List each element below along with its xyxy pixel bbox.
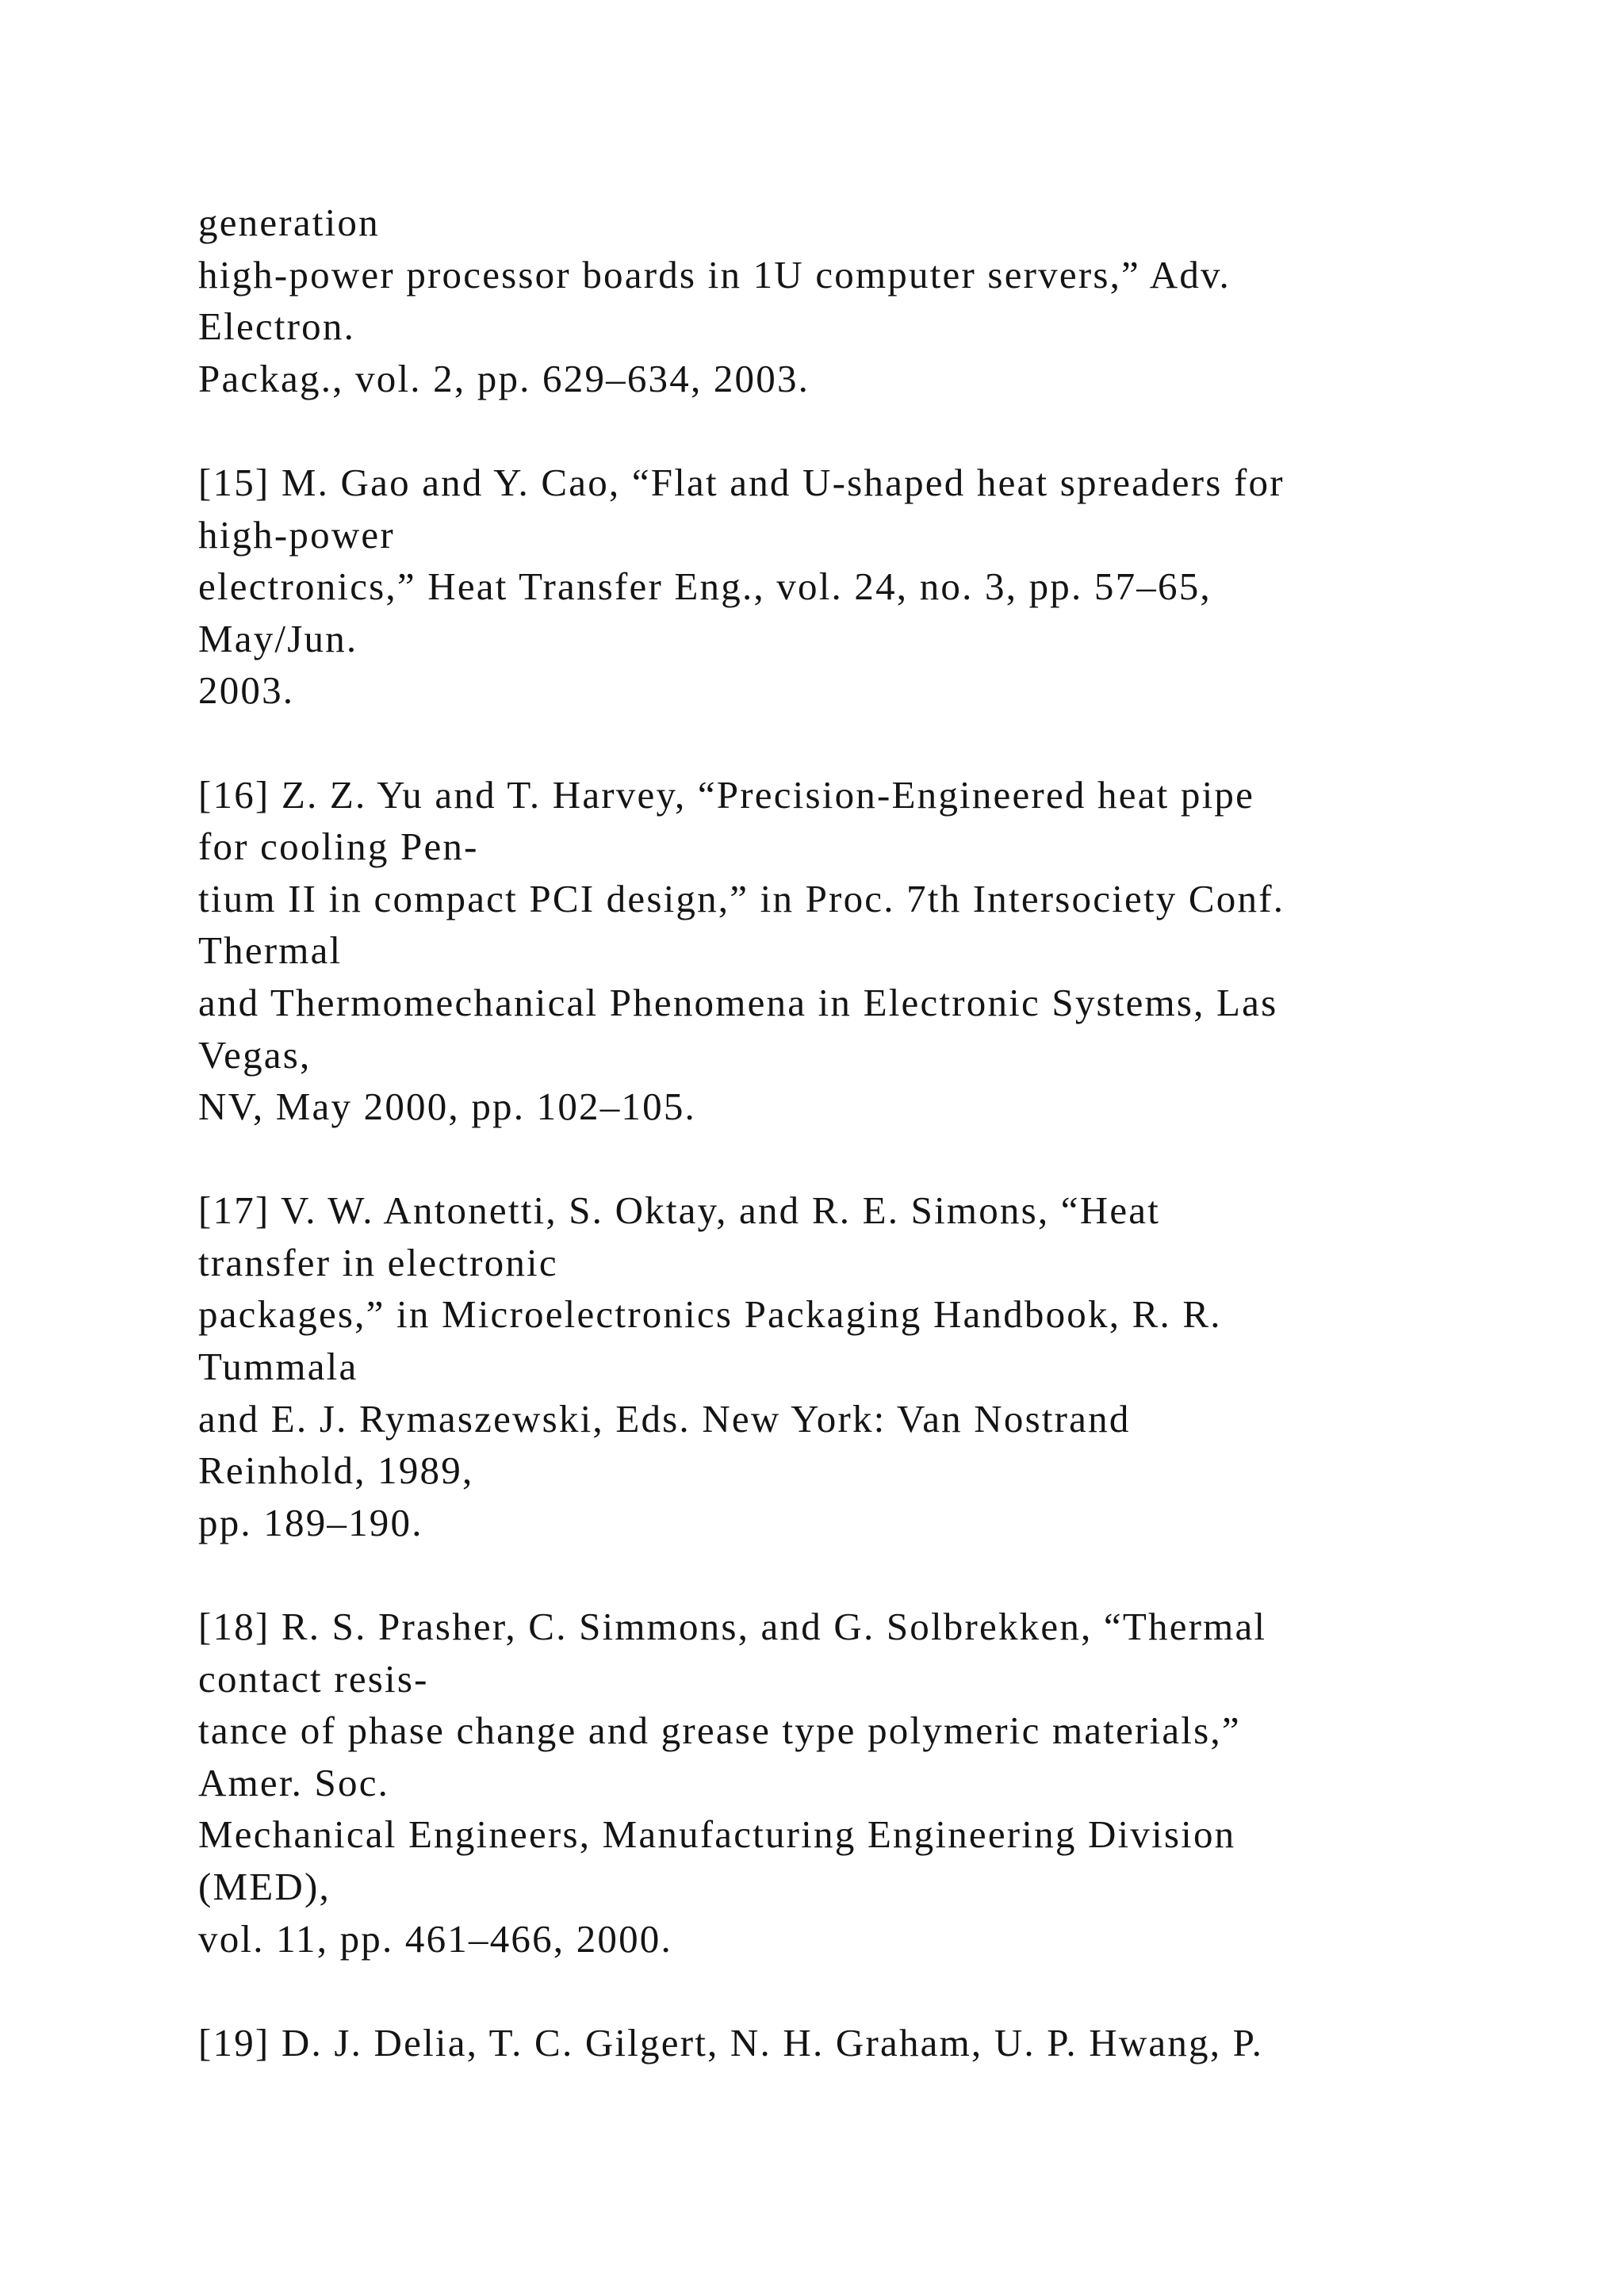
reference-15-line: [15] M. Gao and Y. Cao, “Flat and U-shaped heat spreaders for — [198, 460, 1285, 504]
reference-list — [198, 197, 1546, 2068]
text-line: generation — [198, 201, 380, 244]
text-line: tium II in compact PCI design,” in Proc. 7th Intersociety Conf. — [198, 876, 1285, 920]
blank-line — [198, 717, 1546, 769]
blank-line — [198, 1133, 1546, 1185]
text-line: vol. 11, pp. 461–466, 2000. — [198, 1916, 672, 1961]
text-line: tance of phase change and grease type polymeric materials,” — [198, 1709, 1241, 1753]
text-line: Electron. — [198, 304, 356, 349]
reference-19-line: [19] D. J. Delia, T. C. Gilgert, N. H. Graham, U. P. Hwang, P. — [198, 2020, 1264, 2064]
text-line: Thermal — [198, 928, 343, 973]
text-line: pp. 189–190. — [198, 1500, 423, 1544]
reference-18-line: [18] R. S. Prasher, C. Simmons, and G. Solbrekken, “Thermal — [198, 1605, 1267, 1649]
text-line: electronics,” Heat Transfer Eng., vol. 24, no. 3, pp. 57–65, — [198, 564, 1212, 609]
text-line: high-power — [198, 512, 395, 557]
text-line: Mechanical Engineers, Manufacturing Engineering Division — [198, 1812, 1236, 1857]
reference-16-line: [16] Z. Z. Yu and T. Harvey, “Precision-Engineered heat pipe — [198, 772, 1255, 817]
text-line: Tummala — [198, 1345, 358, 1389]
text-line: high-power processor boards in 1U computer servers,” Adv. — [198, 252, 1231, 297]
text-line: (MED), — [198, 1865, 331, 1908]
text-line: 2003. — [198, 668, 295, 713]
text-line: and Thermomechanical Phenomena in Electronic Systems, Las — [198, 980, 1278, 1024]
text-line: Amer. Soc. — [198, 1760, 390, 1804]
text-line: NV, May 2000, pp. 102–105. — [198, 1085, 696, 1129]
text-line: Packag., vol. 2, pp. 629–634, 2003. — [198, 356, 810, 400]
text-line: for cooling Pen- — [198, 825, 479, 869]
blank-line — [198, 404, 1546, 457]
text-line: and E. J. Rymaszewski, Eds. New York: Van Nostrand — [198, 1396, 1131, 1441]
text-line: packages,” in Microelectronics Packaging Handbook, R. R. — [198, 1292, 1222, 1337]
text-line: transfer in electronic — [198, 1240, 558, 1284]
text-line: May/Jun. — [198, 616, 358, 660]
text-line: contact resis- — [198, 1656, 429, 1701]
text-line: Reinhold, 1989, — [198, 1448, 474, 1493]
reference-17-line: [17] V. W. Antonetti, S. Oktay, and R. E. Simons, “Heat — [198, 1188, 1161, 1233]
blank-line — [198, 1548, 1546, 1601]
text-line: Vegas, — [198, 1032, 312, 1077]
blank-line — [198, 1965, 1546, 2017]
